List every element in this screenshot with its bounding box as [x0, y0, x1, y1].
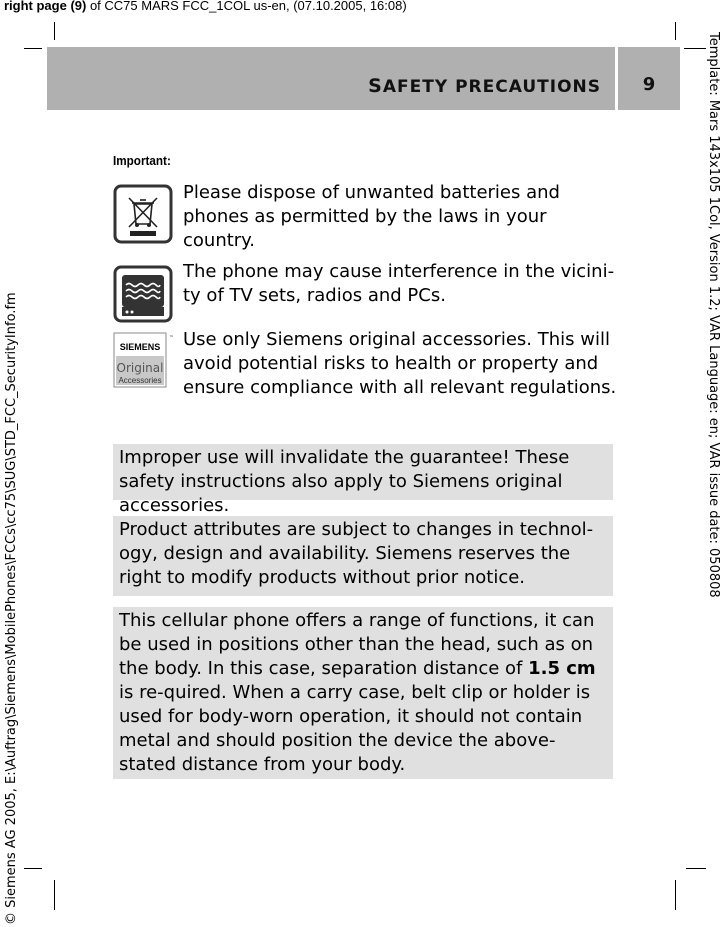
attributes-box	[113, 516, 613, 596]
note-accessories	[113, 329, 618, 428]
siemens-original-accessories-icon	[113, 332, 175, 392]
logo-tm: ™	[169, 335, 174, 341]
important-label: Important:	[113, 153, 171, 168]
tv-interference-icon	[113, 265, 173, 323]
body-worn-text-post: is re-quired. When a carry case, belt clip or holder is used for body-worn operation, it should not contain metal and should position the device the above-stated distance from your body.	[119, 682, 591, 775]
guarantee-text: Improper use will invalidate the guarantee! These safety instructions also apply to Siemens original accessories.	[119, 447, 570, 516]
section-title-rest: AFETY PRECAUTIONS	[382, 77, 601, 97]
section-header	[47, 47, 615, 110]
separation-distance: 1.5 cm	[528, 658, 596, 679]
print-header	[4, 0, 407, 14]
crop-mark	[54, 880, 55, 910]
crop-mark	[684, 48, 706, 49]
logo-line1: Original	[116, 361, 164, 375]
crop-mark	[686, 868, 706, 869]
crop-mark	[675, 880, 676, 910]
section-title-cap: S	[368, 75, 383, 97]
attributes-text: Product attributes are subject to changes in technol-ogy, design and availability. Siemens reserves the right to modify products without prior notice.	[119, 519, 594, 588]
crop-mark	[24, 48, 42, 49]
note-disposal	[113, 182, 618, 254]
print-header-bold: right page (9)	[4, 0, 87, 13]
crop-mark	[675, 22, 676, 40]
body-worn-box	[113, 607, 613, 779]
note-interference	[113, 261, 618, 324]
crossed-out-bin-icon	[113, 184, 173, 244]
guarantee-box	[113, 444, 613, 516]
template-info: Template: Mars 143x105 1Col, Version 1.2; VAR Language: en; VAR issue date: 050808	[706, 32, 721, 598]
note-text: Please dispose of unwanted batteries and phones as permitted by the laws in your country.	[183, 182, 560, 251]
section-title	[368, 75, 601, 97]
note-text: The phone may cause interference in the vicini-ty of TV sets, radios and PCs.	[183, 261, 615, 306]
crop-mark	[24, 868, 42, 869]
file-path-footer: © Siemens AG 2005, E:\Auftrag\Siemens\MobilePhones\FCCs\cc75\SUG\STD_FCC_SecurityInfo.fm	[4, 292, 19, 925]
print-header-rest: of CC75 MARS FCC_1COL us-en, (07.10.2005, 16:08)	[86, 0, 407, 13]
logo-line2: Accessories	[118, 376, 162, 385]
page-number: 9	[642, 74, 656, 95]
note-text: Use only Siemens original accessories. This will avoid potential risks to health or property and ensure compliance with all relevant regulations.	[183, 329, 617, 398]
body-worn-text-pre: This cellular phone offers a range of functions, it can be used in positions other than the head, such as on the body. In this case, separation distance of	[119, 610, 595, 679]
logo-brand: SIEMENS	[119, 342, 161, 352]
page-number-box	[618, 47, 680, 110]
crop-mark	[54, 22, 55, 40]
